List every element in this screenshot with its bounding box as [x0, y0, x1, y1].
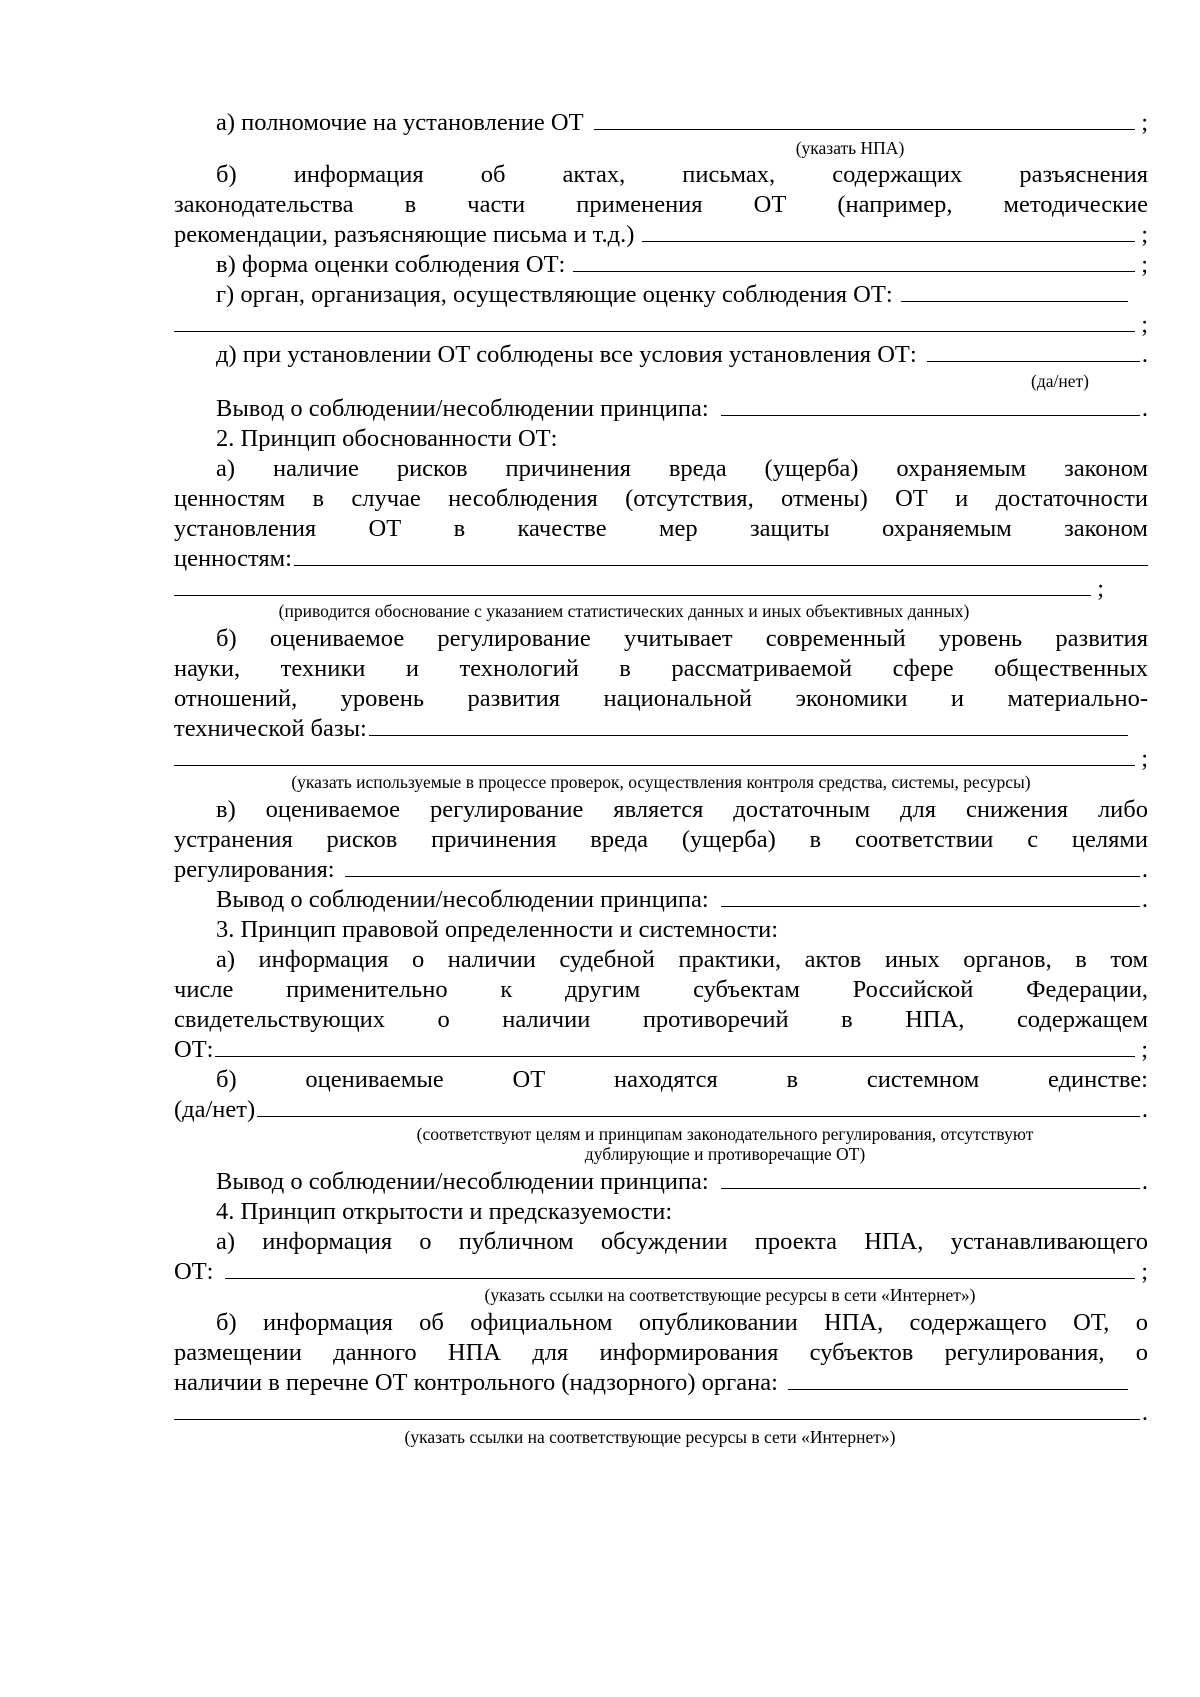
word: ОТ [512, 1066, 546, 1093]
s2-item-b-line4: технической базы: [174, 713, 1128, 745]
s2-item-a-line1: а) наличие рисков причинения вреда (ущерба) охраняемым законом [216, 455, 1148, 482]
word: б) [216, 1066, 237, 1093]
s3-conclusion-blank[interactable] [721, 1166, 1140, 1189]
s2-item-b-line5: ; [174, 743, 1148, 775]
word: числе [174, 976, 234, 1003]
word: единстве: [1048, 1066, 1148, 1093]
s3-heading: 3. Принцип правовой определенности и системности: [216, 916, 779, 943]
s3-item-a-line1: а) информация о наличии судебной практики, актов иных органов, в том [216, 946, 1148, 973]
word: законом [1064, 515, 1148, 542]
word: НПА, [905, 1006, 965, 1033]
word: Федерации, [1026, 976, 1148, 1003]
s2-item-a-line2: ценностям в случае несоблюдения (отсутствия, отмены) ОТ и достаточности [174, 485, 1148, 512]
s1-item-a-hint: (указать НПА) [795, 138, 905, 158]
s2-item-a-hint: (приводится обоснование с указанием статистических данных и иных объективных данных) [278, 601, 970, 621]
s4-item-a-hint: (указать ссылки на соответствующие ресурсы в сети «Интернет») [484, 1285, 976, 1305]
s1-item-b-line1: б) информация об актах, письмах, содержащих разъяснения [216, 161, 1148, 188]
word: свидетельствующих [174, 1006, 385, 1033]
s2-item-b-line3: отношений, уровень развития национальной экономики и материально- [174, 685, 1148, 712]
s4-item-b-blank-1[interactable] [788, 1367, 1128, 1390]
s2-item-b-line2: науки, техники и технологий в рассматриваемой сфере общественных [174, 655, 1148, 682]
word: содержащем [1016, 1006, 1148, 1033]
s2-item-b-hint: (указать используемые в процессе проверок, осуществления контроля средства, системы, ресурсы) [291, 772, 1031, 792]
s1-item-a: а) полномочие на установление ОТ ; [174, 107, 1148, 139]
s4-item-b-hint: (указать ссылки на соответствующие ресурсы в сети «Интернет») [404, 1427, 896, 1447]
s2-item-b-blank-2[interactable] [174, 743, 1135, 766]
s2-item-a-line5: ; [174, 573, 1104, 605]
s1-item-a-label: а) полномочие на установление ОТ [216, 109, 584, 136]
word: качестве [517, 515, 607, 542]
word: ОТ [368, 515, 402, 542]
s3-item-b-blank[interactable] [257, 1094, 1140, 1117]
word: в [841, 1006, 853, 1033]
s1-item-d-blank[interactable] [927, 339, 1140, 362]
word: в [786, 1066, 799, 1093]
s1-item-a-blank[interactable] [594, 107, 1136, 130]
s1-item-g-blank-1[interactable] [901, 279, 1128, 302]
s3-item-a-blank[interactable] [215, 1034, 1135, 1057]
s1-item-v: в) форма оценки соблюдения ОТ: ; [216, 251, 1148, 278]
s4-item-b-line2: размещении данного НПА для информирования субъектов регулирования, о [174, 1339, 1148, 1366]
s4-item-b-blank-2[interactable] [174, 1397, 1140, 1420]
s1-item-d-hint: (да/нет) [1031, 371, 1089, 391]
s2-item-a-line4: ценностям: [174, 543, 1148, 575]
s1-item-g-line2: ; [174, 309, 1148, 341]
s1-item-g: г) орган, организация, осуществляющие оценку соблюдения ОТ: [174, 279, 1128, 311]
word: к [500, 976, 513, 1003]
s3-item-b-hint-line1: (соответствуют целям и принципам законодательного регулирования, отсутствуют [416, 1124, 1034, 1144]
word: мер [658, 515, 698, 542]
s3-item-b-line1 [174, 1064, 1148, 1096]
s2-item-v-line3: регулирования: . [174, 856, 1148, 883]
s3-item-a-line2-words [174, 974, 1148, 1006]
s4-item-b-line1: б) информация об официальном опубликовании НПА, содержащего ОТ, о [216, 1309, 1148, 1336]
s2-item-v-line1: в) оцениваемое регулирование является достаточным для снижения либо [216, 796, 1148, 823]
word: в [453, 515, 466, 542]
s2-item-a-blank-2[interactable] [174, 573, 1091, 596]
s4-item-b-line4: . [174, 1397, 1148, 1429]
s3-item-b-hint-line2: дублирующие и противоречащие ОТ) [584, 1144, 866, 1164]
s1-conclusion-blank[interactable] [721, 393, 1140, 416]
word: системном [866, 1066, 980, 1093]
word: наличии [502, 1006, 591, 1033]
s4-item-a-blank[interactable] [225, 1256, 1135, 1279]
s3-item-b-line1-words [216, 1064, 1148, 1096]
s2-item-a-line3-words [174, 513, 1148, 545]
word: противоречий [642, 1006, 789, 1033]
word: Российской [852, 976, 974, 1003]
word: установления [174, 515, 317, 542]
s3-conclusion: Вывод о соблюдении/несоблюдении принципа: . [216, 1168, 1148, 1195]
s3-item-b-line2: (да/нет) . [174, 1096, 1148, 1123]
s2-item-b-line1: б) оцениваемое регулирование учитывает современный уровень развития [216, 625, 1148, 652]
s2-item-v-line2: устранения рисков причинения вреда (ущерба) в соответствии с целями [174, 826, 1148, 853]
word: охраняемым [881, 515, 1012, 542]
s2-item-v-blank[interactable] [345, 854, 1140, 877]
s2-item-a-line3 [174, 513, 1148, 545]
s1-item-b-line3: рекомендации, разъясняющие письма и т.д.) ; [174, 221, 1148, 248]
s4-heading: 4. Принцип открытости и предсказуемости: [216, 1198, 673, 1225]
word: другим [565, 976, 641, 1003]
s4-item-a-line2: ОТ: ; [174, 1258, 1148, 1285]
s2-conclusion-blank[interactable] [721, 884, 1140, 907]
s2-item-a-blank-1[interactable] [294, 543, 1148, 566]
s3-item-a-line4: ОТ: ; [174, 1036, 1148, 1063]
s3-item-a-line3 [174, 1004, 1148, 1036]
word: субъектам [693, 976, 800, 1003]
s4-item-b-line3: наличии в перечне ОТ контрольного (надзорного) органа: [174, 1367, 1128, 1399]
s2-heading: 2. Принцип обоснованности ОТ: [216, 425, 558, 452]
word: о [437, 1006, 450, 1033]
word: защиты [749, 515, 830, 542]
s2-item-b-blank-1[interactable] [369, 713, 1128, 736]
s1-item-b-blank[interactable] [642, 219, 1135, 242]
s1-conclusion: Вывод о соблюдении/несоблюдении принципа: . [216, 395, 1148, 422]
word: находятся [613, 1066, 718, 1093]
s1-item-b-line2: законодательства в части применения ОТ (например, методические [174, 191, 1148, 218]
s3-item-a-line2 [174, 974, 1148, 1006]
s1-item-g-blank-2[interactable] [174, 309, 1135, 332]
s1-item-d: д) при установлении ОТ соблюдены все условия установления ОТ: . [216, 341, 1148, 368]
word: оцениваемые [305, 1066, 444, 1093]
word: применительно [286, 976, 448, 1003]
s1-item-v-blank[interactable] [573, 249, 1135, 272]
s3-item-a-line3-words [174, 1004, 1148, 1036]
s2-conclusion: Вывод о соблюдении/несоблюдении принципа: . [216, 886, 1148, 913]
s4-item-a-line1: а) информация о публичном обсуждении проекта НПА, устанавливающего [216, 1228, 1148, 1255]
